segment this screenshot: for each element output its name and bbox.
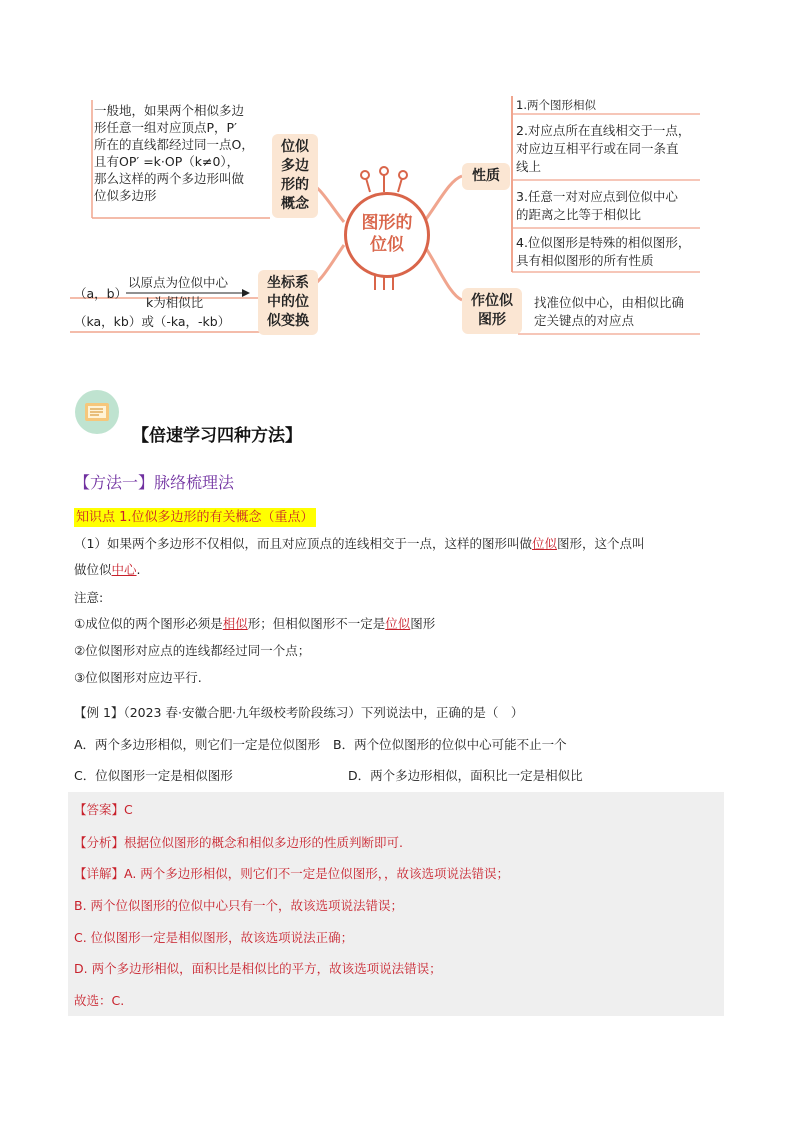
transform-arrow-bottom-label: k为相似比 bbox=[146, 295, 204, 310]
option-d: D．两个多边形相似，面积比一定是相似比 bbox=[348, 768, 583, 783]
draw-description: 找准位似中心，由相似比确 定关键点的对应点 bbox=[534, 295, 685, 328]
definition-blank-1: 位似 bbox=[531, 536, 557, 551]
example-question: 【例 1】（2023 春·安徽合肥·九年级校考阶段练习）下列说法中，正确的是（ ） bbox=[74, 705, 524, 720]
branch-concept: 位似 多边 形的 概念 bbox=[272, 134, 318, 218]
property-item-4: 4.位似图形是特殊的相似图形， 具有相似图形的所有性质 bbox=[516, 235, 691, 268]
option-a: A．两个多边形相似，则它们一定是位似图形 bbox=[74, 737, 321, 752]
note-1-blank-2: 位似 bbox=[385, 616, 411, 631]
analysis-line: 【分析】根据位似图形的概念和相似多边形的性质判断即可. bbox=[74, 835, 403, 850]
branch-draw-homothetic: 作位似 图形 bbox=[462, 288, 522, 334]
detail-line-a: 【详解】A. 两个多边形相似，则它们不一定是位似图形，，故该选项说法错误； bbox=[74, 866, 510, 881]
detail-line-c: C. 位似图形一定是相似图形，故该选项说法正确； bbox=[74, 930, 354, 945]
method-title: 【方法一】脉络梳理法 bbox=[74, 473, 235, 492]
property-item-3: 3.任意一对对应点到位似中心 的距离之比等于相似比 bbox=[516, 189, 678, 222]
note-label: 注意: bbox=[74, 590, 104, 605]
definition-line-2: 做位似中心. bbox=[74, 562, 141, 577]
definition-blank-2: 中心 bbox=[111, 562, 137, 577]
branch-coordinate-transform: 坐标系 中的位 似变换 bbox=[258, 270, 318, 335]
note-2: ②位似图形对应点的连线都经过同一个点； bbox=[74, 643, 311, 658]
detail-line-b: B. 两个位似图形的位似中心只有一个，故该选项说法错误； bbox=[74, 898, 404, 913]
detail-line-d: D. 两个多边形相似，面积比是相似比的平方，故该选项说法错误； bbox=[74, 961, 442, 976]
knowledge-point-title: 知识点 1.位似多边形的有关概念（重点） bbox=[76, 510, 314, 525]
property-item-2: 2.对应点所在直线相交于一点， 对应边互相平行或在同一条直 线上 bbox=[516, 123, 691, 174]
concept-description: 一般地，如果两个相似多边 形任意一组对应顶点P，P′ 所在的直线都经过同一点O， 且有OP′ =k·OP（k≠0）， 那么这样的两个多边形叫做 位似多边形 bbox=[94, 103, 254, 203]
transform-source-point: （a，b） bbox=[74, 286, 128, 301]
option-b: B．两个位似图形的位似中心可能不止一个 bbox=[333, 737, 567, 752]
property-item-1: 1.两个图形相似 bbox=[516, 98, 596, 112]
transform-arrow-top-label: 以原点为位似中心 bbox=[128, 275, 229, 290]
conclusion-line: 故选：C. bbox=[74, 993, 125, 1008]
book-icon bbox=[74, 389, 120, 435]
note-1: ①成位似的两个图形必须是相似形；但相似图形不一定是位似图形 bbox=[74, 616, 436, 631]
note-1-blank-1: 相似 bbox=[222, 616, 248, 631]
option-c: C．位似图形一定是相似图形 bbox=[74, 768, 233, 783]
answer-line: 【答案】C bbox=[74, 802, 133, 817]
definition-line-1: （1）如果两个多边形不仅相似，而且对应顶点的连线相交于一点，这样的图形叫做位似图形，这个点叫 bbox=[74, 536, 645, 551]
section-title: 【倍速学习四种方法】 bbox=[132, 426, 302, 446]
transform-result-point: （ka，kb）或（-ka，-kb） bbox=[74, 314, 231, 329]
branch-property: 性质 bbox=[462, 163, 510, 190]
mindmap-center-node: 图形的 位似 bbox=[344, 192, 430, 278]
note-3: ③位似图形对应边平行. bbox=[74, 670, 202, 685]
